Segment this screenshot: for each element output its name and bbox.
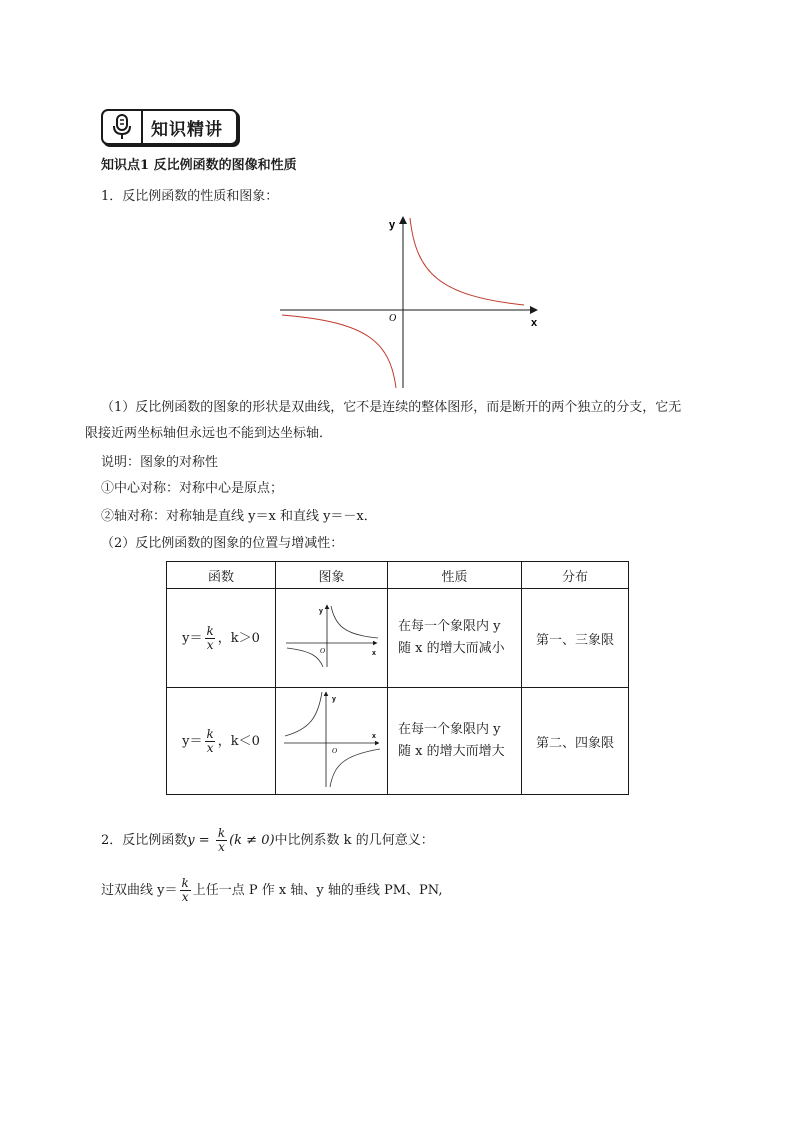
note-point1: ①中心对称：对称中心是原点； bbox=[101, 481, 284, 496]
fraction-numerator: k bbox=[217, 826, 226, 840]
fraction-numerator: k bbox=[206, 726, 214, 741]
origin-label: O bbox=[319, 647, 325, 655]
item1-heading: 1．反比例函数的性质和图象： bbox=[101, 189, 279, 204]
note-title: 说明：图象的对称性 bbox=[101, 455, 219, 470]
item2-suffix: 中比例系数 k 的几何意义： bbox=[274, 833, 434, 848]
header-property: 性质 bbox=[388, 562, 522, 589]
para3-prefix: 过双曲线 y＝ bbox=[101, 883, 178, 898]
fraction bbox=[204, 625, 215, 652]
para1-line2: 限接近两坐标轴但永远也不能到达坐标轴． bbox=[85, 426, 333, 441]
curve-q1 bbox=[331, 606, 378, 638]
y-axis-label: y bbox=[318, 608, 323, 615]
y-axis-label: y bbox=[331, 696, 336, 703]
function-cell bbox=[167, 589, 276, 688]
x-axis-label: x bbox=[371, 733, 376, 740]
fraction-denominator: x bbox=[181, 890, 189, 904]
function-cell bbox=[167, 688, 276, 795]
origin-label: O bbox=[331, 747, 337, 755]
func-prefix: y＝ bbox=[182, 733, 203, 749]
hyperbola-branch-q1 bbox=[410, 218, 524, 305]
header-graph: 图象 bbox=[276, 562, 388, 589]
distribution-cell: 第一、三象限 bbox=[522, 589, 629, 688]
para3-line bbox=[101, 876, 442, 906]
header-distribution: 分布 bbox=[522, 562, 629, 589]
positive-k-graph bbox=[284, 603, 380, 669]
fraction bbox=[204, 728, 215, 755]
item2-line bbox=[101, 826, 434, 856]
graph-cell bbox=[276, 589, 388, 688]
hyperbola-graph bbox=[278, 212, 540, 390]
fraction bbox=[179, 877, 190, 904]
property-line2: 随 x 的增大而增大 bbox=[398, 744, 505, 759]
section-title: 知识点1 反比例函数的图像和性质 bbox=[101, 158, 297, 173]
formula-equals: = bbox=[194, 833, 214, 848]
para1-line1: （1）反比例函数的图象的形状是双曲线，它不是连续的整体图形，而是断开的两个独立的分支，它无 bbox=[101, 400, 682, 415]
func-suffix: ，k＞0 bbox=[217, 630, 260, 646]
formula-y: y bbox=[187, 833, 195, 848]
curve-q3 bbox=[287, 648, 323, 667]
section-badge bbox=[101, 109, 238, 145]
properties-table bbox=[166, 561, 629, 795]
curve-q2 bbox=[285, 692, 322, 736]
fraction bbox=[216, 827, 227, 854]
func-suffix: ，k＜0 bbox=[217, 733, 260, 749]
fraction-denominator: x bbox=[218, 840, 225, 854]
item2-prefix: 2．反比例函数 bbox=[101, 833, 188, 848]
table-header-row bbox=[167, 562, 629, 589]
x-axis-label: x bbox=[531, 317, 538, 329]
graph-cell bbox=[276, 688, 388, 795]
table-row bbox=[167, 589, 629, 688]
table-row bbox=[167, 688, 629, 795]
microphone-icon bbox=[111, 113, 133, 141]
para3-suffix: 上任一点 P 作 x 轴、y 轴的垂线 PM、PN, bbox=[192, 883, 443, 898]
fraction-denominator: x bbox=[206, 740, 214, 755]
fraction-denominator: x bbox=[206, 637, 214, 652]
curve-q4 bbox=[330, 749, 380, 787]
property-line1: 在每一个象限内 y bbox=[398, 619, 501, 634]
hyperbola-branch-q3 bbox=[282, 315, 396, 388]
fraction-numerator: k bbox=[206, 623, 214, 638]
note-point2: ②轴对称：对称轴是直线 y＝x 和直线 y＝－x． bbox=[101, 509, 377, 524]
negative-k-graph bbox=[282, 689, 382, 789]
property-line2: 随 x 的增大而减小 bbox=[398, 641, 505, 656]
y-axis-label: y bbox=[389, 219, 396, 231]
property-cell bbox=[388, 589, 522, 688]
para2: （2）反比例函数的图象的位置与增减性： bbox=[101, 536, 344, 551]
formula-condition: (k ≠ 0) bbox=[229, 833, 275, 848]
distribution-cell: 第二、四象限 bbox=[522, 688, 629, 795]
origin-label: O bbox=[389, 313, 397, 324]
property-line1: 在每一个象限内 y bbox=[398, 722, 501, 737]
x-axis-label: x bbox=[371, 650, 376, 657]
badge-title: 知识精讲 bbox=[151, 119, 223, 140]
fraction-numerator: k bbox=[181, 876, 189, 890]
func-prefix: y＝ bbox=[182, 630, 203, 646]
badge-icon-box bbox=[103, 111, 143, 143]
property-cell bbox=[388, 688, 522, 795]
header-function: 函数 bbox=[167, 562, 276, 589]
